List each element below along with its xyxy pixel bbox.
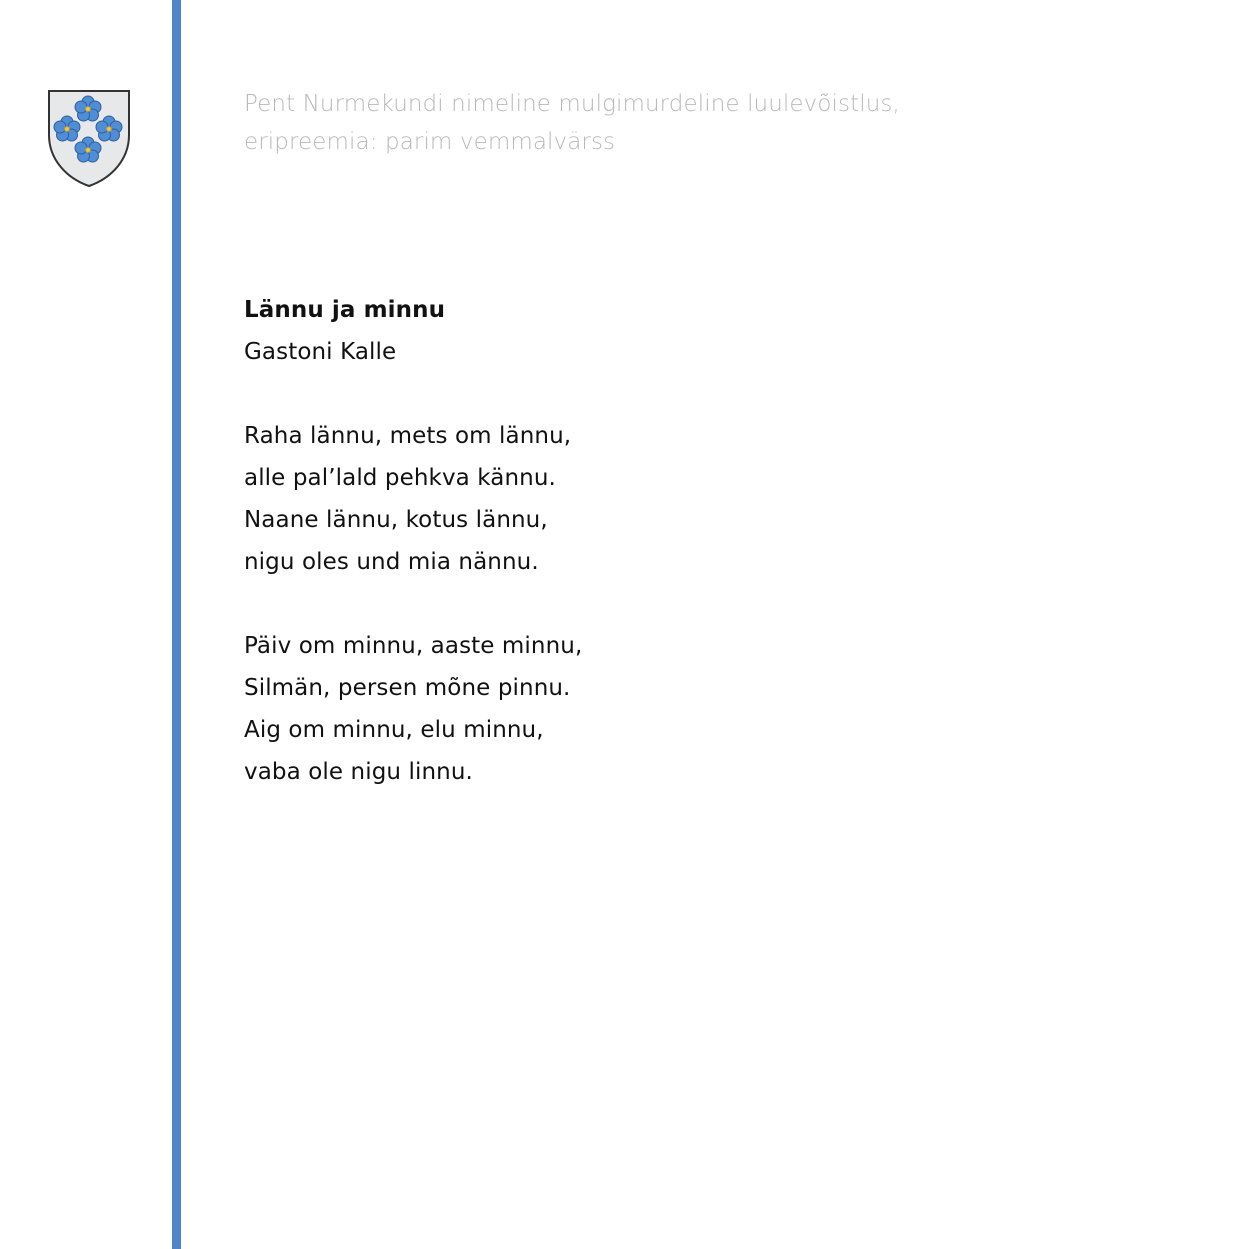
shield-crest-icon [46, 88, 132, 188]
poem-line-2-2: Silmän, persen mõne pinnu. [244, 675, 571, 701]
poem-line-1-3: Naane lännu, kotus lännu, [244, 507, 548, 533]
poem-stanza-2 [244, 625, 944, 793]
competition-heading-line-2: eripreemia: parim vemmalvärss [244, 129, 616, 155]
poem-line-2-3: Aig om minnu, elu minnu, [244, 717, 544, 743]
stanza-gap [244, 583, 944, 625]
poem-line-1-2: alle pal’lald pehkva kännu. [244, 465, 556, 491]
poem-line-1-4: nigu oles und mia nännu. [244, 549, 539, 575]
poem-line-2-4: vaba ole nigu linnu. [244, 759, 473, 785]
poem-title: Lännu ja minnu [244, 297, 446, 323]
stanza-gap [244, 373, 944, 415]
poem-line-2-1: Päiv om minnu, aaste minnu, [244, 633, 583, 659]
poem-stanza-1 [244, 415, 944, 583]
poem-block [244, 289, 944, 793]
competition-heading [244, 85, 1004, 161]
competition-heading-line-1: Pent Nurmekundi nimeline mulgimurdeline luulevõistlus, [244, 91, 900, 117]
poem-author: Gastoni Kalle [244, 339, 397, 365]
left-accent-rule [172, 0, 181, 1249]
poem-line-1-1: Raha lännu, mets om lännu, [244, 423, 572, 449]
